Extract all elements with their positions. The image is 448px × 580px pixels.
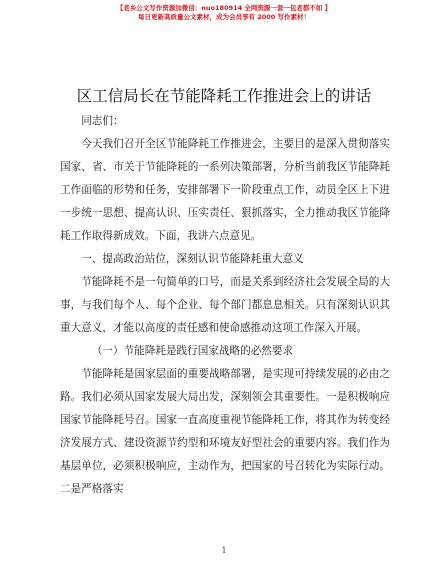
section-heading-1: 一、提高政治站位，深刻认识节能降耗重大意义 bbox=[81, 253, 304, 265]
document-title: 区工信局长在节能降耗工作推进会上的讲话 bbox=[76, 87, 372, 105]
subsection-heading-1: （一）节能降耗是践行国家战略的必然要求 bbox=[91, 345, 294, 357]
promo-banner-line-1: 【老乡公文写作资源加微信：nuo180914 全网资源一套一包老都不如 】 bbox=[116, 4, 332, 12]
promo-banner bbox=[0, 4, 448, 22]
paragraph-intro: 今天我们召开全区节能降耗工作推进会，主要目的是深入贯彻落实国家、省、市关于节能降耗的一系列决策部署，分析当前我区节能降耗工作面临的形势和任务，安排部署下一阶段重点工作，动员全区上下进一步统一思想、提高认识、压实责任、狠抓落实，全力推动我区节能降耗工作取得新成效。下面，我讲六点意见。 bbox=[60, 138, 390, 242]
promo-banner-line-2: 每日更新高质量公文素材，成为会员享有 2000 写作素材！ bbox=[137, 13, 311, 21]
document-body bbox=[60, 110, 390, 501]
greeting: 同志们： bbox=[81, 115, 124, 127]
paragraph-section-1: 节能降耗不是一句简单的口号，而是关系到经济社会发展全局的大事，与我们每个人、每个企业、每个部门都息息相关。只有深刻认识其重大意义，才能以高度的责任感和使命感推动这项工作深入开展。 bbox=[60, 276, 390, 334]
paragraph-subsection-1: 节能降耗是国家层面的重要战略部署，是实现可持续发展的必由之路。我们必须从国家发展大局出发，深刻领会其重要性。一是积极响应国家节能降耗号召。国家一直高度重视节能降耗工作，将其作为转变经济发展方式、建设资源节约型和环境友好型社会的重要内容。我们作为基层单位，必须积极响应，主动作为，把国家的号召转化为实际行动。二是严格落实 bbox=[60, 368, 390, 495]
page-number: 1 bbox=[221, 546, 227, 555]
